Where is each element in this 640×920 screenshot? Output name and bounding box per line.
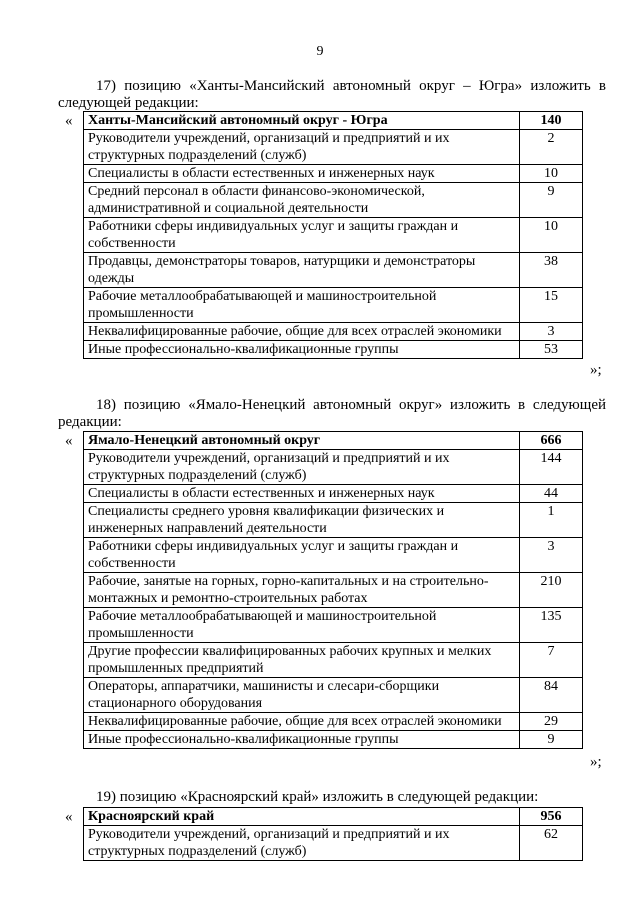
row-name: Иные профессионально-квалификационные группы [84,731,520,749]
section-17-intro [58,78,606,112]
table-header-row [84,432,583,450]
table-row [84,323,583,341]
table-row [84,713,583,731]
table-row [84,608,583,643]
intro-line-1: 17) позицию «Ханты-Мансийский автономный округ – Югра» изложить в [96,78,606,94]
row-value: 29 [520,713,583,731]
row-value: 10 [520,218,583,253]
row-name: Руководители учреждений, организаций и предприятий и их структурных подразделений (служб) [84,130,520,165]
row-value: 210 [520,573,583,608]
table-row [84,503,583,538]
table-row [84,183,583,218]
table-header-row [84,112,583,130]
row-value: 15 [520,288,583,323]
table-row [84,218,583,253]
row-value: 10 [520,165,583,183]
region-name: Красноярский край [84,808,520,826]
table-row [84,643,583,678]
table-header-row [84,808,583,826]
region-total: 956 [520,808,583,826]
row-value: 9 [520,731,583,749]
row-value: 3 [520,538,583,573]
row-value: 53 [520,341,583,359]
row-name: Средний персонал в области финансово-экономической, административной и социальной деятельности [84,183,520,218]
open-quote: « [65,809,73,825]
intro-line-2: следующей редакции: [58,95,199,111]
row-name: Продавцы, демонстраторы товаров, натурщики и демонстраторы одежды [84,253,520,288]
table-row [84,253,583,288]
row-name: Специалисты в области естественных и инженерных наук [84,485,520,503]
section-18-intro [58,397,606,431]
row-name: Неквалифицированные рабочие, общие для всех отраслей экономики [84,713,520,731]
table-row [84,341,583,359]
row-name: Иные профессионально-квалификационные группы [84,341,520,359]
intro-line-1: 18) позицию «Ямало-Ненецкий автономный округ» изложить в следующей [96,397,606,413]
row-value: 7 [520,643,583,678]
row-name: Операторы, аппаратчики, машинисты и слесари-сборщики стационарного оборудования [84,678,520,713]
intro-line-2: редакции: [58,414,122,430]
table-row [84,538,583,573]
row-name: Другие профессии квалифицированных рабочих крупных и мелких промышленных предприятий [84,643,520,678]
page-number: 9 [316,44,324,59]
row-name: Неквалифицированные рабочие, общие для всех отраслей экономики [84,323,520,341]
row-value: 38 [520,253,583,288]
table-row [84,573,583,608]
region-total: 140 [520,112,583,130]
table-row [84,450,583,485]
region-name: Ямало-Ненецкий автономный округ [84,432,520,450]
row-value: 84 [520,678,583,713]
row-value: 1 [520,503,583,538]
close-quote: »; [590,362,602,378]
row-value: 2 [520,130,583,165]
row-value: 144 [520,450,583,485]
section-19-intro [58,789,606,806]
table-row [84,485,583,503]
table-yanao [83,431,583,749]
table-row [84,130,583,165]
open-quote: « [65,113,73,129]
table-row [84,288,583,323]
table-khmao [83,111,583,359]
table-krasnoyarsk [83,807,583,861]
region-name: Ханты-Мансийский автономный округ - Югра [84,112,520,130]
row-name: Работники сферы индивидуальных услуг и защиты граждан и собственности [84,538,520,573]
table-row [84,826,583,861]
row-name: Специалисты в области естественных и инженерных наук [84,165,520,183]
row-value: 9 [520,183,583,218]
row-value: 135 [520,608,583,643]
open-quote: « [65,433,73,449]
row-value: 62 [520,826,583,861]
row-name: Работники сферы индивидуальных услуг и защиты граждан и собственности [84,218,520,253]
table-row [84,731,583,749]
intro-line-1: 19) позицию «Красноярский край» изложить в следующей редакции: [96,789,539,805]
row-name: Специалисты среднего уровня квалификации физических и инженерных направлений деятельности [84,503,520,538]
row-name: Рабочие металлообрабатывающей и машиностроительной промышленности [84,608,520,643]
row-value: 44 [520,485,583,503]
close-quote: »; [590,754,602,770]
table-row [84,165,583,183]
row-name: Рабочие металлообрабатывающей и машиностроительной промышленности [84,288,520,323]
row-value: 3 [520,323,583,341]
row-name: Руководители учреждений, организаций и предприятий и их структурных подразделений (служб) [84,450,520,485]
row-name: Руководители учреждений, организаций и предприятий и их структурных подразделений (служб) [84,826,520,861]
region-total: 666 [520,432,583,450]
table-row [84,678,583,713]
row-name: Рабочие, занятые на горных, горно-капитальных и на строительно-монтажных и ремонтно-строительных работах [84,573,520,608]
